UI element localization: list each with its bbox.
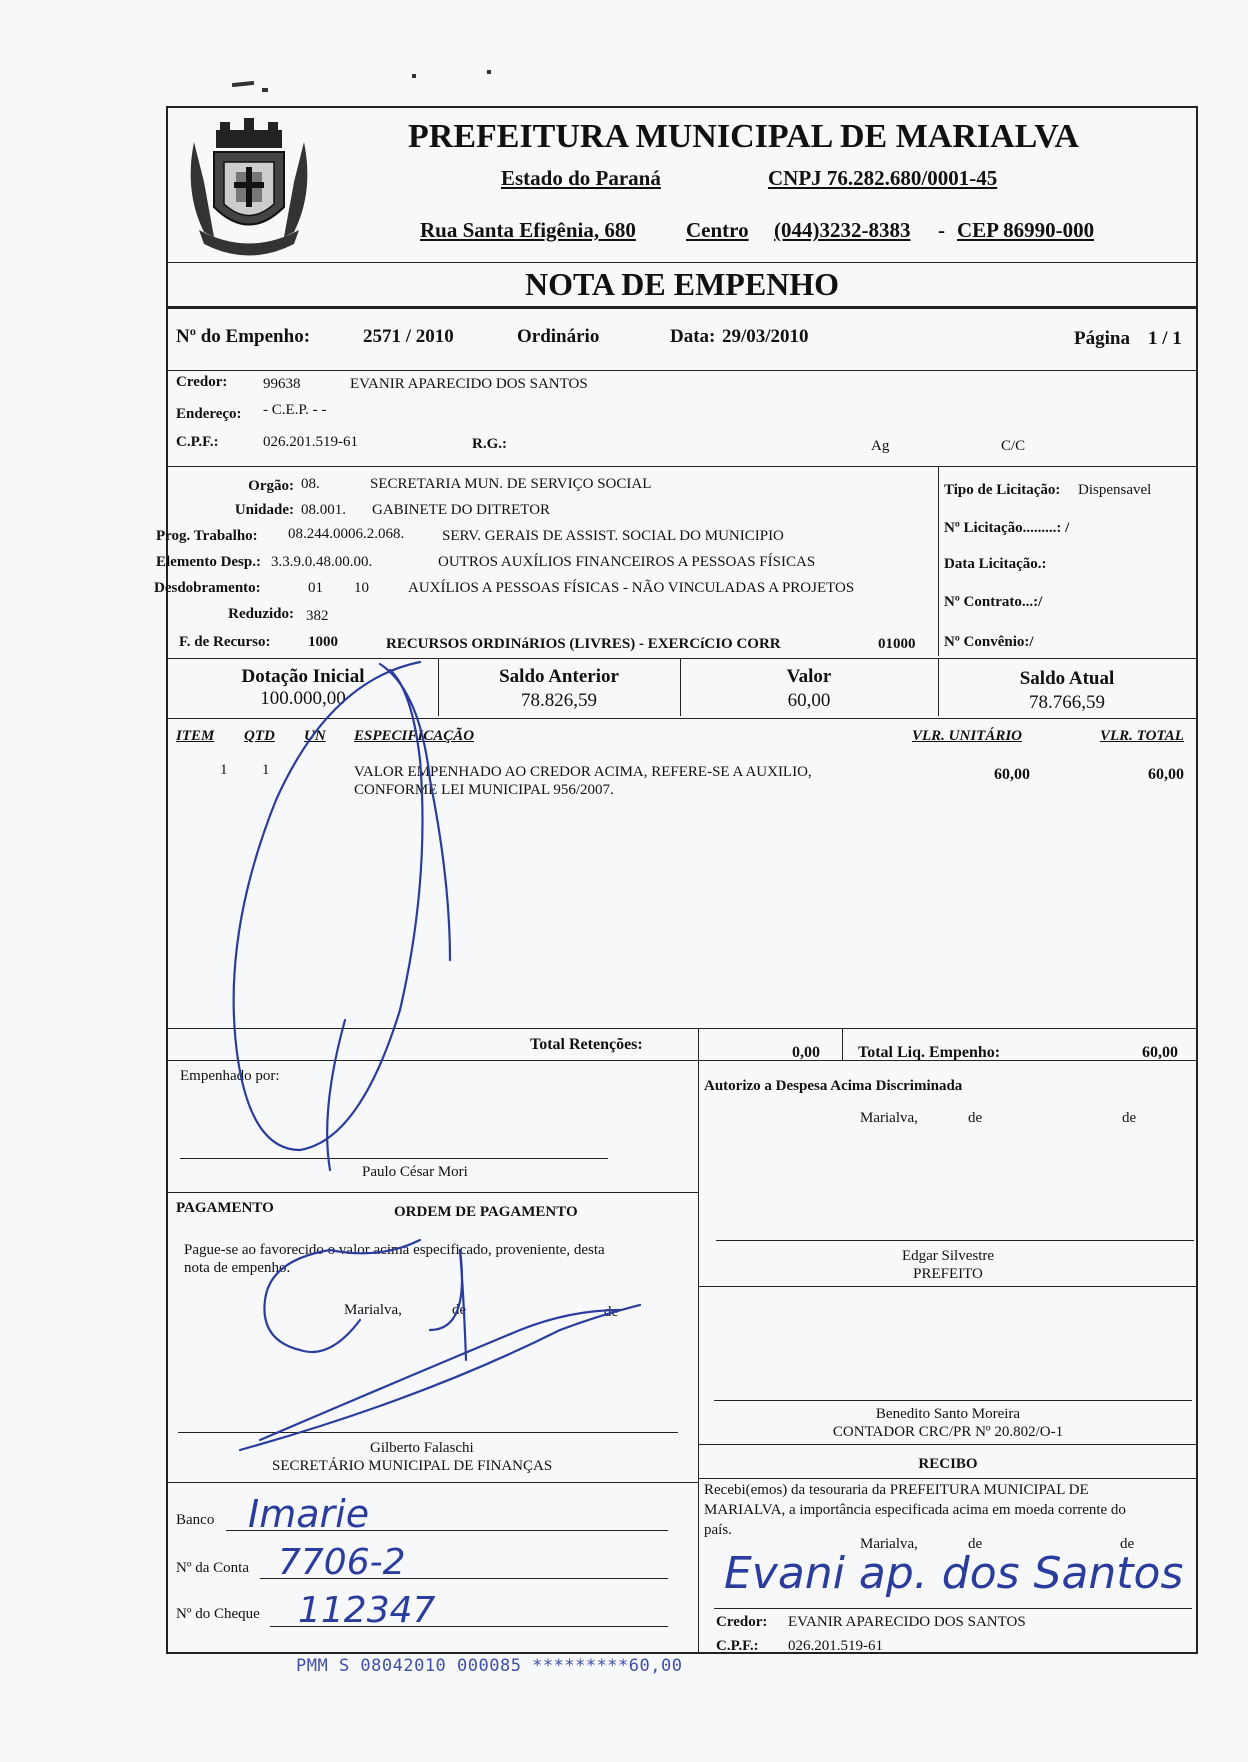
orgao-label: Orgão:: [248, 478, 294, 494]
cpf-label: C.P.F.:: [176, 434, 219, 450]
prog-name: SERV. GERAIS DE ASSIST. SOCIAL DO MUNICIPIO: [442, 528, 784, 544]
autorizo-de-1: de: [968, 1110, 983, 1126]
cheque-label: Nº do Cheque: [176, 1606, 260, 1622]
col-item-header: ITEM: [176, 728, 215, 744]
document-frame: [154, 106, 1198, 1654]
credor-cpf: 026.201.519-61: [263, 434, 358, 450]
desdobramento-sub: 10: [354, 580, 369, 596]
item-unit-value: 60,00: [994, 766, 1030, 783]
banco-label: Banco: [176, 1512, 215, 1528]
dotacao-value: 100.000,00: [260, 688, 346, 709]
banco-handwritten: Imarie: [248, 1492, 370, 1536]
scan-mark: [412, 74, 416, 78]
prefeito-title: PREFEITO: [913, 1266, 983, 1282]
ordem-pagamento-label: ORDEM DE PAGAMENTO: [394, 1204, 578, 1220]
recibo-marialva: Marialva,: [860, 1536, 918, 1552]
recurso-label: F. de Recurso:: [179, 634, 271, 650]
data-licitacao: Data Licitação.:: [944, 556, 1047, 572]
header-title: PREFEITURA MUNICIPAL DE MARIALVA: [408, 118, 1079, 155]
desdobramento-code: 01: [308, 580, 323, 596]
item-total-value: 60,00: [1148, 766, 1184, 783]
elemento-code: 3.3.9.0.48.00.00.: [271, 554, 373, 570]
numero-convenio: Nº Convênio:/: [944, 634, 1034, 650]
scan-mark: [487, 70, 491, 74]
credor-name: EVANIR APARECIDO DOS SANTOS: [350, 376, 588, 392]
contador-title: CONTADOR CRC/PR Nº 20.802/O-1: [832, 1424, 1064, 1440]
autorizo-de-2: de: [1122, 1110, 1137, 1126]
retencoes-value: 0,00: [792, 1044, 820, 1061]
dotacao-label: Dotação Inicial: [241, 666, 365, 687]
cheque-handwritten: 112347: [298, 1590, 436, 1631]
municipal-crest-icon: [174, 112, 324, 262]
col-unit-header: VLR. UNITÁRIO: [912, 728, 1023, 744]
contador-name: Benedito Santo Moreira: [875, 1406, 1021, 1422]
valor-value: 60,00: [787, 690, 831, 711]
saldo-atual-value: 78.766,59: [1029, 692, 1105, 713]
document-title: NOTA DE EMPENHO: [524, 266, 840, 302]
recibo-text-line2: MARIALVA, a importância especificada acima em moeda corrente do: [704, 1502, 1126, 1518]
recibo-credor-name: EVANIR APARECIDO DOS SANTOS: [788, 1614, 1026, 1630]
recurso-name: RECURSOS ORDINáRIOS (LIVRES) - EXERCíCIO CORR: [386, 636, 781, 652]
empenho-number-label: Nº do Empenho:: [176, 326, 311, 347]
scan-mark: [262, 88, 268, 92]
tipo-licitacao: Dispensavel: [1078, 482, 1152, 498]
unidade-name: GABINETE DO DITRETOR: [372, 502, 551, 518]
col-total-header: VLR. TOTAL: [1100, 728, 1184, 744]
reduzido-label: Reduzido:: [228, 606, 294, 622]
empenho-type: Ordinário: [517, 326, 600, 347]
recibo-text-line1: Recebi(emos) da tesouraria da PREFEITURA MUNICIPAL DE: [704, 1482, 1089, 1498]
scan-mark: [232, 81, 254, 87]
credor-address: - C.E.P. - -: [263, 402, 327, 418]
header-state: Estado do Paraná: [501, 166, 661, 190]
numero-contrato: Nº Contrato...:/: [944, 594, 1043, 610]
pagamento-text-line2: nota de empenho.: [184, 1260, 291, 1276]
pagamento-de-2: de: [604, 1304, 619, 1320]
header-neighborhood: Centro: [686, 218, 749, 242]
autorizo-marialva: Marialva,: [860, 1110, 918, 1126]
saldo-atual-label: Saldo Atual: [1019, 668, 1115, 689]
prog-label: Prog. Trabalho:: [156, 528, 258, 544]
header-cep: CEP 86990-000: [957, 218, 1095, 242]
tipo-licitacao-label: Tipo de Licitação:: [944, 482, 1061, 498]
recibo-text-line3: país.: [704, 1522, 732, 1538]
item-spec-line1: VALOR EMPENHADO AO CREDOR ACIMA, REFERE-SE A AUXILIO,: [354, 764, 812, 780]
saldo-anterior-label: Saldo Anterior: [499, 666, 619, 687]
secretario-title: SECRETÁRIO MUNICIPAL DE FINANÇAS: [272, 1458, 553, 1474]
recibo-signature-handwritten: Evani ap. dos Santos: [724, 1548, 1184, 1599]
empenho-number: 2571 / 2010: [363, 326, 454, 347]
orgao-code: 08.: [301, 476, 320, 492]
secretario-signature-line: [178, 1432, 678, 1433]
autorizo-label: Autorizo a Despesa Acima Discriminada: [704, 1078, 963, 1094]
col-qtd-header: QTD: [244, 728, 275, 744]
pagamento-de-1: de: [452, 1302, 467, 1318]
empenhado-signature-line: [180, 1158, 608, 1159]
desdobramento-label: Desdobramento:: [154, 580, 261, 596]
header-dash: -: [938, 218, 945, 242]
recibo-title: RECIBO: [918, 1456, 978, 1472]
header-cnpj: CNPJ 76.282.680/0001-45: [768, 166, 998, 190]
empenhado-por-label: Empenhado por:: [180, 1068, 280, 1084]
recurso-code: 1000: [308, 634, 338, 650]
rg-label: R.G.:: [472, 436, 507, 452]
bank-stamp: PMM S 08042010 000085 *********60,00: [296, 1656, 683, 1676]
address-label: Endereço:: [176, 406, 242, 422]
conta-label: Nº da Conta: [176, 1560, 249, 1576]
credor-code: 99638: [263, 376, 301, 392]
col-un-header: UN: [304, 728, 326, 744]
pagamento-marialva: Marialva,: [344, 1302, 402, 1318]
orgao-name: SECRETARIA MUN. DE SERVIÇO SOCIAL: [370, 476, 652, 492]
empenhado-name: Paulo César Mori: [362, 1164, 468, 1180]
pagamento-label: PAGAMENTO: [176, 1200, 274, 1216]
retencoes-label: Total Retenções:: [530, 1036, 643, 1053]
recibo-signature-line: [714, 1608, 1192, 1609]
recibo-de-2: de: [1120, 1536, 1135, 1552]
saldo-anterior-value: 78.826,59: [521, 690, 597, 711]
liq-empenho-label: Total Liq. Empenho:: [858, 1044, 1001, 1061]
recibo-cpf-label: C.P.F.:: [716, 1638, 759, 1654]
conta-handwritten: 7706-2: [278, 1542, 406, 1583]
header-address: Rua Santa Efigênia, 680: [420, 218, 636, 242]
header-phone: (044)3232-8383: [774, 218, 911, 242]
prefeito-signature-line: [716, 1240, 1194, 1241]
prog-code: 08.244.0006.2.068.: [288, 526, 405, 542]
recibo-credor-label: Credor:: [716, 1614, 768, 1630]
unidade-code: 08.001.: [301, 502, 346, 518]
page-label: Página: [1074, 328, 1130, 349]
liq-empenho-value: 60,00: [1142, 1044, 1178, 1061]
item-number: 1: [220, 762, 228, 778]
cc-label: C/C: [1001, 438, 1026, 454]
empenho-date: 29/03/2010: [722, 326, 809, 347]
ag-label: Ag: [871, 438, 890, 454]
prefeito-name: Edgar Silvestre: [901, 1248, 995, 1264]
recibo-cpf: 026.201.519-61: [788, 1638, 883, 1654]
page-number: 1 / 1: [1148, 328, 1182, 349]
elemento-name: OUTROS AUXÍLIOS FINANCEIROS A PESSOAS FÍSICAS: [438, 554, 816, 570]
item-spec-line2: CONFORME LEI MUNICIPAL 956/2007.: [354, 782, 614, 798]
col-spec-header: ESPECIFICAÇÃO: [354, 728, 475, 744]
item-qtd: 1: [262, 762, 270, 778]
pagamento-text-line1: Pague-se ao favorecido o valor acima especificado, proveniente, desta: [184, 1242, 605, 1258]
recibo-de-1: de: [968, 1536, 983, 1552]
recurso-sub: 01000: [878, 636, 916, 652]
credor-label: Credor:: [176, 374, 228, 390]
valor-label: Valor: [786, 666, 832, 687]
desdobramento-name: AUXÍLIOS A PESSOAS FÍSICAS - NÃO VINCULADAS A PROJETOS: [408, 580, 855, 596]
unidade-label: Unidade:: [234, 502, 294, 518]
empenho-date-label: Data:: [670, 326, 716, 347]
secretario-name: Gilberto Falaschi: [370, 1440, 474, 1456]
elemento-label: Elemento Desp.:: [156, 554, 261, 570]
reduzido-value: 382: [306, 608, 329, 624]
contador-signature-line: [714, 1400, 1192, 1401]
numero-licitacao: Nº Licitação.........: /: [944, 520, 1070, 536]
